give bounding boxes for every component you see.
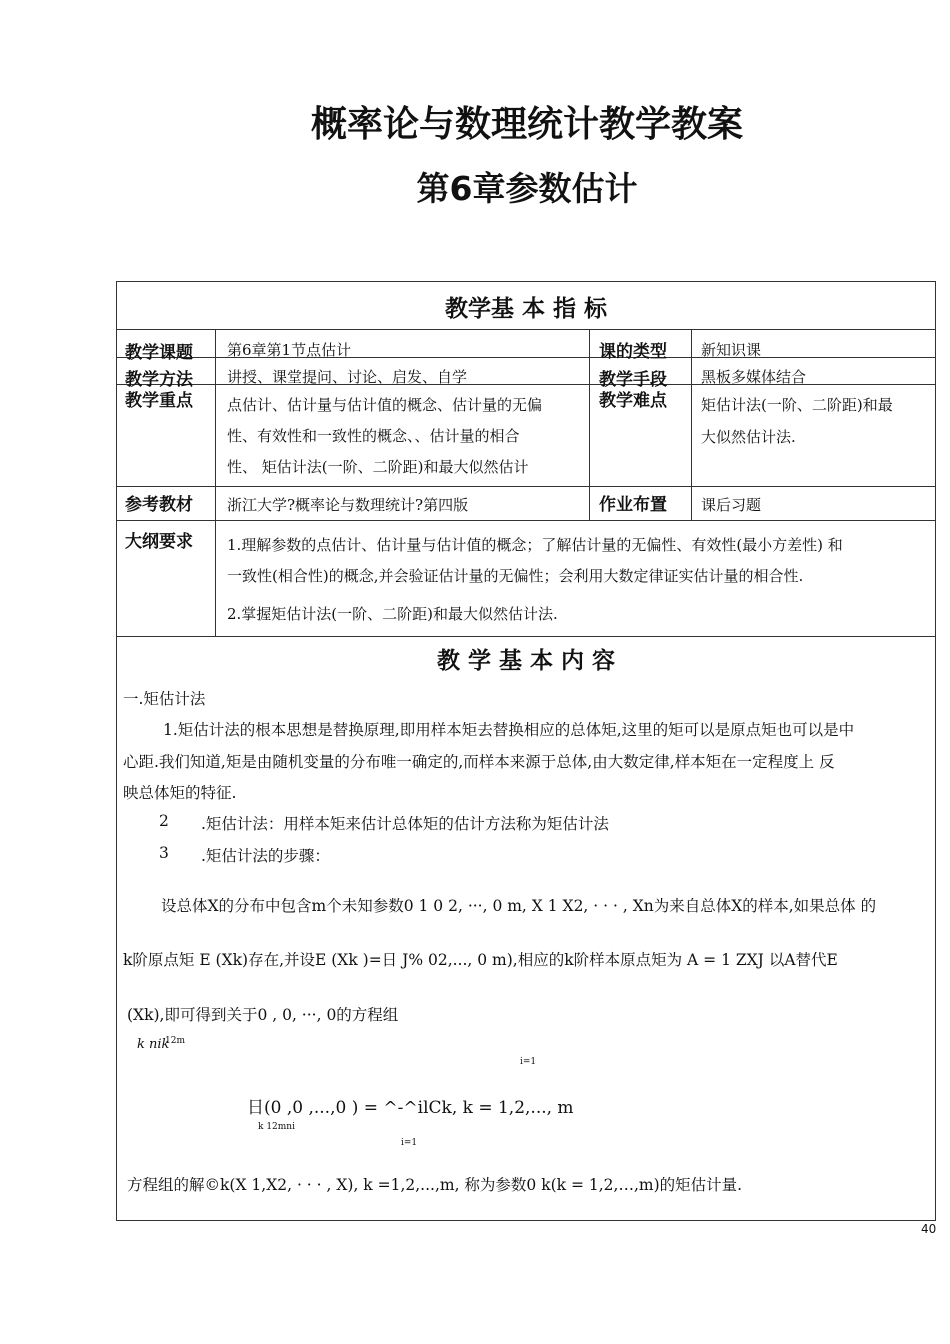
section-header-basic-content: 教 学 基 本 内 容 bbox=[436, 648, 616, 674]
formula-superscript: 12m bbox=[165, 1036, 185, 1046]
label-method: 教学方法 bbox=[125, 370, 193, 390]
step-line: (Xk),即可得到关于0 , 0, ···, 0的方程组 bbox=[127, 1006, 399, 1024]
page-number: 40 bbox=[921, 1222, 937, 1236]
row-divider bbox=[117, 520, 935, 521]
focus-line: 性、有效性和一致性的概念、、估计量的相合 bbox=[227, 427, 520, 445]
column-divider bbox=[691, 329, 692, 520]
label-topic: 教学课题 bbox=[125, 343, 193, 363]
formula-index: i=1 bbox=[520, 1057, 537, 1067]
step-line: k阶原点矩 E (Xk)存在,并设E (Xk )=日 J% 02,..., 0 m),相应的k阶样本原点矩为 A = 1 ZXJ 以A替代E bbox=[123, 951, 838, 969]
row-divider bbox=[117, 636, 935, 637]
content-paragraph-line: 1.矩估计法的根本思想是替换原理,即用样本矩去替换相应的总体矩,这里的矩可以是原点矩也可以是中 bbox=[163, 721, 855, 739]
value-reference: 浙江大学?概率论与数理统计?第四版 bbox=[227, 496, 469, 514]
label-focus: 教学重点 bbox=[125, 391, 193, 411]
label-means: 教学手段 bbox=[599, 370, 667, 390]
chapter-title: 第6章参数估计 bbox=[416, 169, 638, 208]
column-divider bbox=[589, 329, 590, 520]
value-class-type: 新知识课 bbox=[701, 341, 762, 359]
moment-equation: 日(0 ,0 ,...,0 ) = ^-^ilCk, k = 1,2,..., m bbox=[247, 1098, 574, 1118]
content-paragraph-line: 映总体矩的特征. bbox=[123, 784, 237, 802]
outline-line: 1.理解参数的点估计、估计量与估计值的概念；了解估计量的无偏性、有效性(最小方差性) 和 bbox=[227, 536, 843, 554]
formula-index: i=1 bbox=[401, 1138, 418, 1148]
list-item-text: .矩估计法：用样本矩来估计总体矩的估计方法称为矩估计法 bbox=[201, 815, 609, 833]
value-topic: 第6章第1节点估计 bbox=[227, 341, 352, 359]
value-method: 讲授、课堂提问、讨论、启发、自学 bbox=[227, 368, 468, 386]
lesson-plan-table bbox=[116, 281, 936, 1221]
value-means: 黑板多媒体结合 bbox=[701, 368, 807, 386]
row-divider bbox=[117, 329, 935, 330]
content-heading: 一.矩估计法 bbox=[123, 690, 206, 708]
formula-subscript: k 12mni bbox=[258, 1122, 295, 1132]
label-homework: 作业布置 bbox=[599, 495, 667, 515]
focus-line: 性、 矩估计法(一阶、二阶距)和最大似然估计 bbox=[227, 458, 529, 476]
outline-line: 2.掌握矩估计法(一阶、二阶距)和最大似然估计法. bbox=[227, 605, 558, 623]
list-item-text: .矩估计法的步骤： bbox=[201, 847, 330, 865]
list-item-number: 2 bbox=[159, 812, 169, 830]
focus-line: 点估计、估计量与估计值的概念、估计量的无偏 bbox=[227, 396, 543, 414]
label-reference: 参考教材 bbox=[125, 495, 193, 515]
solution-line: 方程组的解©k(X 1,X2, · · · , X), k =1,2,...,m, 称为参数0 k(k = 1,2,…,m)的矩估计量. bbox=[127, 1176, 743, 1194]
list-item-number: 3 bbox=[159, 844, 169, 862]
difficulty-line: 矩估计法(一阶、二阶距)和最 bbox=[701, 396, 893, 414]
section-header-basic-indicators: 教学基 本 指 标 bbox=[444, 296, 608, 322]
document-title: 概率论与数理统计教学教案 bbox=[310, 104, 743, 145]
step-line: 设总体X的分布中包含m个未知参数0 1 0 2, ···, 0 m, X 1 X2, · · · , Xn为来自总体X的样本,如果总体 的 bbox=[161, 897, 877, 915]
column-divider bbox=[215, 329, 216, 636]
value-homework: 课后习题 bbox=[701, 496, 762, 514]
outline-line: 一致性(相合性)的概念,并会验证估计量的无偏性；会利用大数定律证实估计量的相合性. bbox=[227, 567, 804, 585]
row-divider bbox=[117, 486, 935, 487]
label-class-type: 课的类型 bbox=[599, 342, 667, 362]
difficulty-line: 大似然估计法. bbox=[701, 428, 796, 446]
formula-fragment: k nik bbox=[137, 1037, 170, 1052]
content-paragraph-line: 心距.我们知道,矩是由随机变量的分布唯一确定的,而样本来源于总体,由大数定律,样本矩在一定程度上 反 bbox=[123, 753, 835, 771]
label-outline: 大纲要求 bbox=[125, 532, 193, 552]
label-difficulty: 教学难点 bbox=[599, 391, 667, 411]
